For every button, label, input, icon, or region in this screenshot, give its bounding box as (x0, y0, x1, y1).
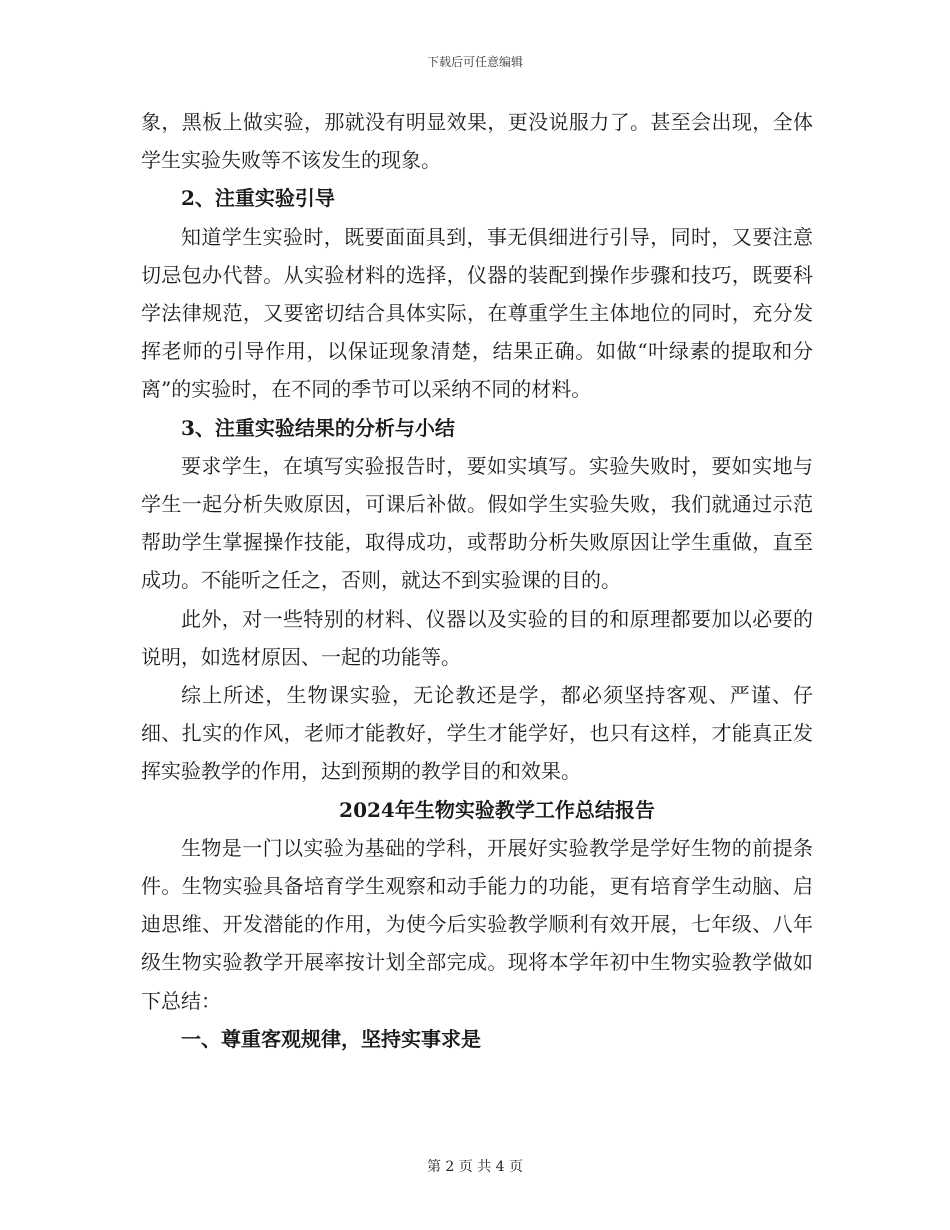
paragraph-continuation: 象，黑板上做实验，那就没有明显效果，更没说服力了。甚至会出现，全体学生实验失败等不该发生的现象。 (141, 110, 813, 173)
document-body (141, 103, 813, 1058)
paragraph-conclusion: 综上所述，生物课实验，无论教还是学，都必须坚持客观、严谨、仔细、扎实的作风，老师才能教好，学生才能学好，也只有这样，才能真正发挥实验教学的作用，达到预期的教学目的和效果。 (141, 683, 813, 784)
section-heading-experiment-guidance: 2、注重实验引导 (181, 186, 335, 211)
page-header: 下载后可任意编辑 (426, 55, 523, 69)
section-heading-objective-laws: 一、尊重客观规律，坚持实事求是 (181, 1026, 481, 1051)
paragraph-result-analysis: 要求学生，在填写实验报告时，要如实填写。实验失败时，要如实地与学生一起分析失败原因，可课后补做。假如学生实验失败，我们就通过示范帮助学生掌握操作技能，取得成功，或帮助分析失败原因让学生重做，直至成功。不能听之任之，否则，就达不到实验课的目的。 (141, 453, 813, 593)
page-number: 第 2 页 共 4 页 (426, 1159, 524, 1175)
section-heading-result-analysis: 3、注重实验结果的分析与小结 (181, 415, 455, 440)
paragraph-additional-notes: 此外，对一些特别的材料、仪器以及实验的目的和原理都要加以必要的说明，如选材原因、一起的功能等。 (141, 606, 813, 669)
paragraph-experiment-guidance: 知道学生实验时，既要面面具到，事无俱细进行引导，同时，又要注意切忌包办代替。从实验材料的选择，仪器的装配到操作步骤和技巧，既要科学法律规范，又要密切结合具体实际，在尊重学生主体地位的同时，充分发挥老师的引导作用，以保证现象清楚，结果正确。如做“叶绿素的提取和分离”的实验时，在不同的季节可以采纳不同的材料。 (141, 224, 813, 402)
report-title: 2024年生物实验教学工作总结报告 (339, 797, 655, 822)
paragraph-report-intro: 生物是一门以实验为基础的学科，开展好实验教学是学好生物的前提条件。生物实验具备培育学生观察和动手能力的功能，更有培育学生动脑、启迪思维、开发潜能的作用，为使今后实验教学顺利有效开展，七年级、八年级生物实验教学开展率按计划全部完成。现将本学年初中生物实验教学做如下总结： (141, 835, 813, 1013)
